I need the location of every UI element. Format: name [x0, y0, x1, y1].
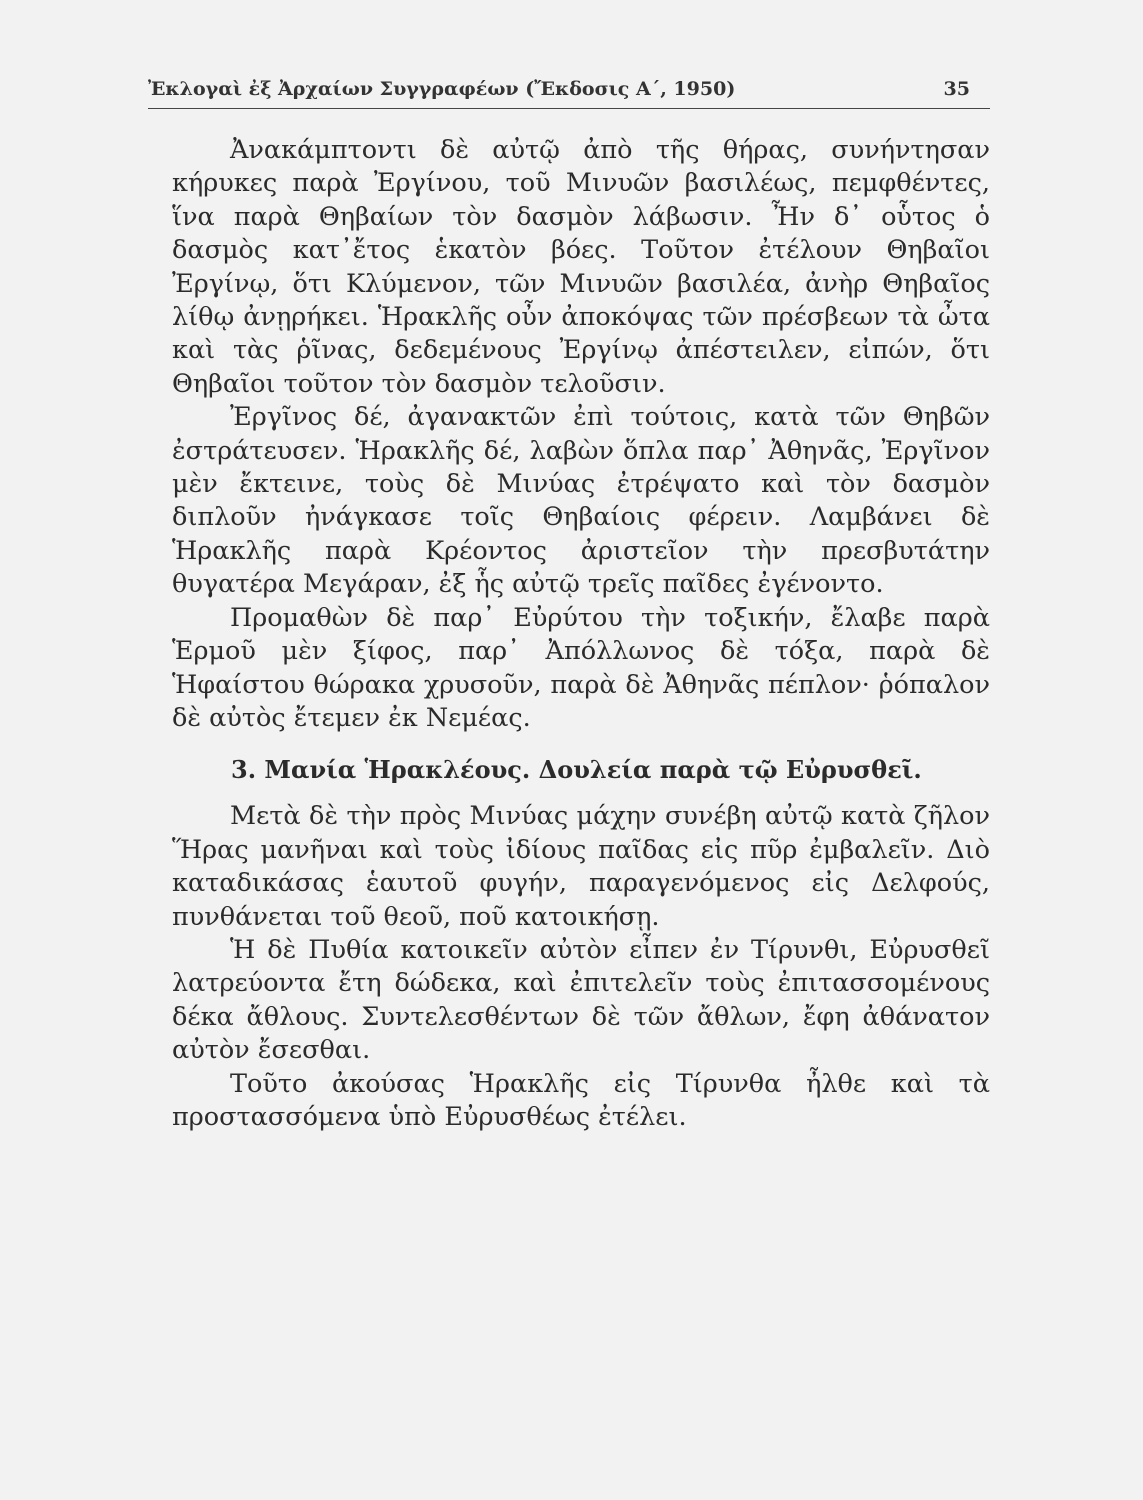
section-heading: 3. Μανία Ἡρακλέους. Δουλεία παρὰ τῷ Εὐρυσθεῖ. — [231, 755, 922, 785]
paragraph: Τοῦτο ἀκούσας Ἡρακλῆς εἰς Τίρυνθα ἦλθε καὶ τὰ προστασσόμενα ὑπὸ Εὐρυσθέως ἐτέλει. — [172, 1068, 990, 1132]
book-title: Ἐκλογαὶ ἐξ Ἀρχαίων Συγγραφέων (Ἔκδοσις Α΄, 1950) — [148, 78, 736, 100]
page-number: 35 — [943, 78, 970, 100]
main-text — [172, 134, 990, 1134]
paragraph: Ἡ δὲ Πυθία κατοικεῖν αὐτὸν εἶπεν ἐν Τίρυνθι, Εὐρυσθεῖ λατρεύοντα ἔτη δώδεκα, καὶ ἐπιτελεῖν τοὺς ἐπιτασσομένους δέκα ἄθλους. Συντελεσθέντων δὲ τῶν ἄθλων, ἔφη ἀθάνατον αὐτὸν ἔσεσθαι. — [172, 934, 990, 1066]
running-header — [148, 74, 990, 109]
paragraph: Ἀνακάμπτοντι δὲ αὐτῷ ἀπὸ τῆς θήρας, συνήντησαν κήρυκες παρὰ Ἐργίνου, τοῦ Μινυῶν βασιλέως, πεμφθέντες, ἵνα παρὰ Θηβαίων τὸν δασμὸν λάβωσιν. Ἦν δ᾽ οὗτος ὁ δασμὸς κατ᾽ἔτος ἑκατὸν βόες. Τοῦτον ἐτέλουν Θηβαῖοι Ἐργίνῳ, ὅτι Κλύμενον, τῶν Μινυῶν βασιλέα, ἀνὴρ Θηβαῖος λίθῳ ἀνῃρήκει. Ἡρακλῆς οὖν ἀποκόψας τῶν πρέσβεων τὰ ὦτα καὶ τὰς ῥῖνας, δεδεμένους Ἐργίνῳ ἀπέστειλεν, εἰπών, ὅτι Θηβαῖοι τοῦτον τὸν δασμὸν τελοῦσιν. — [172, 135, 990, 399]
paragraph: Ἐργῖνος δέ, ἀγανακτῶν ἐπὶ τούτοις, κατὰ τῶν Θηβῶν ἐστράτευσεν. Ἡρακλῆς δέ, λαβὼν ὅπλα παρ᾽ Ἀθηνᾶς, Ἐργῖνον μὲν ἔκτεινε, τοὺς δὲ Μινύας ἐτρέψατο καὶ τὸν δασμὸν διπλοῦν ἠνάγκασε τοῖς Θηβαίοις φέρειν. Λαμβάνει δὲ Ἡρακλῆς παρὰ Κρέοντος ἀριστεῖον τὴν πρεσβυτάτην θυγατέρα Μεγάραν, ἐξ ἧς αὐτῷ τρεῖς παῖδες ἐγένοντο. — [172, 402, 990, 600]
paragraph: Μετὰ δὲ τὴν πρὸς Μινύας μάχην συνέβη αὐτῷ κατὰ ζῆλον Ἥρας μανῆναι καὶ τοὺς ἰδίους παῖδας εἰς πῦρ ἐμβαλεῖν. Διὸ καταδικάσας ἑαυτοῦ φυγήν, παραγενόμενος εἰς Δελφούς, πυνθάνεται τοῦ θεοῦ, ποῦ κατοικήσῃ. — [172, 801, 990, 932]
paragraph: Προμαθὼν δὲ παρ᾽ Εὐρύτου τὴν τοξικήν, ἔλαβε παρὰ Ἑρμοῦ μὲν ξίφος, παρ᾽ Ἀπόλλωνος δὲ τόξα, παρὰ δὲ Ἡφαίστου θώρακα χρυσοῦν, παρὰ δὲ Ἀθηνᾶς πέπλον· ῥόπαλον δὲ αὐτὸς ἔτεμεν ἐκ Νεμέας. — [172, 602, 990, 733]
